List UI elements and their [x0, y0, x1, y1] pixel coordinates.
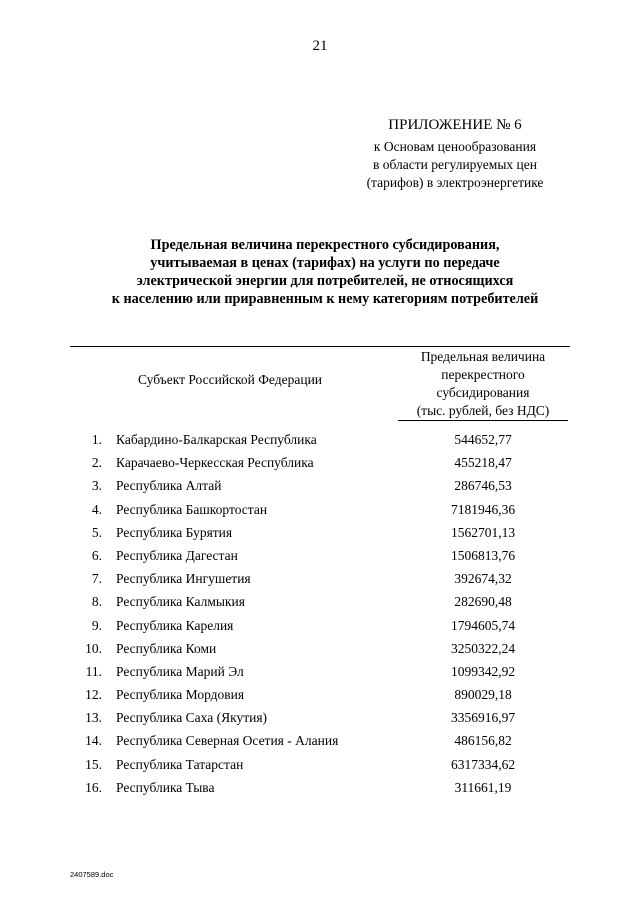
- row-number: 15.: [85, 756, 102, 772]
- row-number: 6.: [91, 547, 102, 563]
- title-line: Предельная величина перекрестного субсидирования,: [150, 237, 500, 253]
- row-value: 3356916,97: [450, 710, 516, 726]
- column-header-value-line: перекрестного: [441, 367, 525, 382]
- table-row: [0, 687, 640, 710]
- annex-title: ПРИЛОЖЕНИЕ № 6: [388, 117, 522, 133]
- table-row: [0, 432, 640, 455]
- row-subject-name: Республика Северная Осетия - Алания: [116, 733, 339, 749]
- row-subject-name: Республика Карелия: [116, 617, 234, 633]
- document-title: [60, 236, 590, 308]
- table-row: [0, 478, 640, 501]
- row-value: 455218,47: [454, 455, 512, 471]
- row-number: 7.: [91, 571, 102, 587]
- title-line: учитываемая в ценах (тарифах) на услуги по передаче: [150, 255, 500, 271]
- annex-line: в области регулируемых цен: [373, 157, 537, 172]
- row-value: 392674,32: [454, 571, 512, 587]
- table-body: [0, 432, 640, 803]
- annex-line: (тарифов) в электроэнергетике: [366, 175, 544, 190]
- column-header-units: (тыс. рублей, без НДС): [398, 402, 568, 421]
- table-row: [0, 780, 640, 803]
- row-subject-name: Республика Алтай: [116, 478, 222, 494]
- title-line: к населению или приравненным к нему категориям потребителей: [111, 291, 539, 307]
- row-value: 1794605,74: [450, 617, 516, 633]
- title-line: электрической энергии для потребителей, не относящихся: [136, 273, 514, 289]
- row-value: 1562701,13: [450, 524, 516, 540]
- row-value: 544652,77: [454, 432, 512, 447]
- table-row: [0, 733, 640, 756]
- table-row: [0, 664, 640, 687]
- row-number: 2.: [91, 455, 102, 471]
- table-row: [0, 502, 640, 525]
- row-subject-name: Республика Ингушетия: [116, 571, 251, 587]
- table-row: [0, 641, 640, 664]
- row-subject-name: Республика Тыва: [116, 779, 215, 795]
- column-header-value: [398, 346, 568, 421]
- row-subject-name: Кабардино-Балкарская Республика: [116, 432, 317, 447]
- row-value: 311661,19: [454, 779, 512, 795]
- table-row: [0, 710, 640, 733]
- table-row: [0, 594, 640, 617]
- table-row: [0, 618, 640, 641]
- row-subject-name: Республика Дагестан: [116, 547, 238, 563]
- table-row: [0, 571, 640, 594]
- row-subject-name: Карачаево-Черкесская Республика: [116, 455, 314, 471]
- row-number: 4.: [91, 501, 102, 517]
- row-value: 1099342,92: [450, 663, 516, 679]
- annex-line: к Основам ценообразования: [373, 139, 537, 154]
- row-number: 12.: [85, 687, 102, 703]
- row-number: 8.: [91, 594, 102, 610]
- row-value: 7181946,36: [450, 501, 516, 517]
- row-value: 6317334,62: [450, 756, 516, 772]
- footer-file-code: 2407589.doc: [70, 870, 114, 879]
- row-number: 13.: [85, 710, 102, 726]
- row-value: 286746,53: [454, 478, 512, 494]
- row-value: 486156,82: [454, 733, 512, 749]
- row-number: 10.: [85, 640, 102, 656]
- row-subject-name: Республика Бурятия: [116, 524, 233, 540]
- row-number: 3.: [91, 478, 102, 494]
- table-row: [0, 757, 640, 780]
- row-subject-name: Республика Калмыкия: [116, 594, 245, 610]
- table-row: [0, 548, 640, 571]
- row-number: 1.: [91, 432, 102, 447]
- page-number: 21: [312, 38, 328, 54]
- row-number: 14.: [85, 733, 102, 749]
- row-value: 1506813,76: [450, 547, 516, 563]
- row-subject-name: Республика Марий Эл: [116, 663, 244, 679]
- row-number: 9.: [91, 617, 102, 633]
- row-subject-name: Республика Татарстан: [116, 756, 244, 772]
- row-subject-name: Республика Башкортостан: [116, 501, 268, 517]
- table-row: [0, 525, 640, 548]
- row-value: 3250322,24: [450, 640, 516, 656]
- row-subject-name: Республика Саха (Якутия): [116, 710, 268, 726]
- row-number: 16.: [85, 779, 102, 795]
- column-header-value-line: Предельная величина: [420, 349, 546, 364]
- row-subject-name: Республика Мордовия: [116, 687, 245, 703]
- row-value: 282690,48: [454, 594, 512, 610]
- row-value: 890029,18: [454, 687, 512, 703]
- row-subject-name: Республика Коми: [116, 640, 217, 656]
- annex-block: [340, 116, 570, 192]
- column-header-value-line: субсидирования: [436, 385, 530, 400]
- row-number: 11.: [85, 663, 102, 679]
- table-row: [0, 455, 640, 478]
- column-header-subject: Субъект Российской Федерации: [137, 372, 323, 387]
- row-number: 5.: [91, 524, 102, 540]
